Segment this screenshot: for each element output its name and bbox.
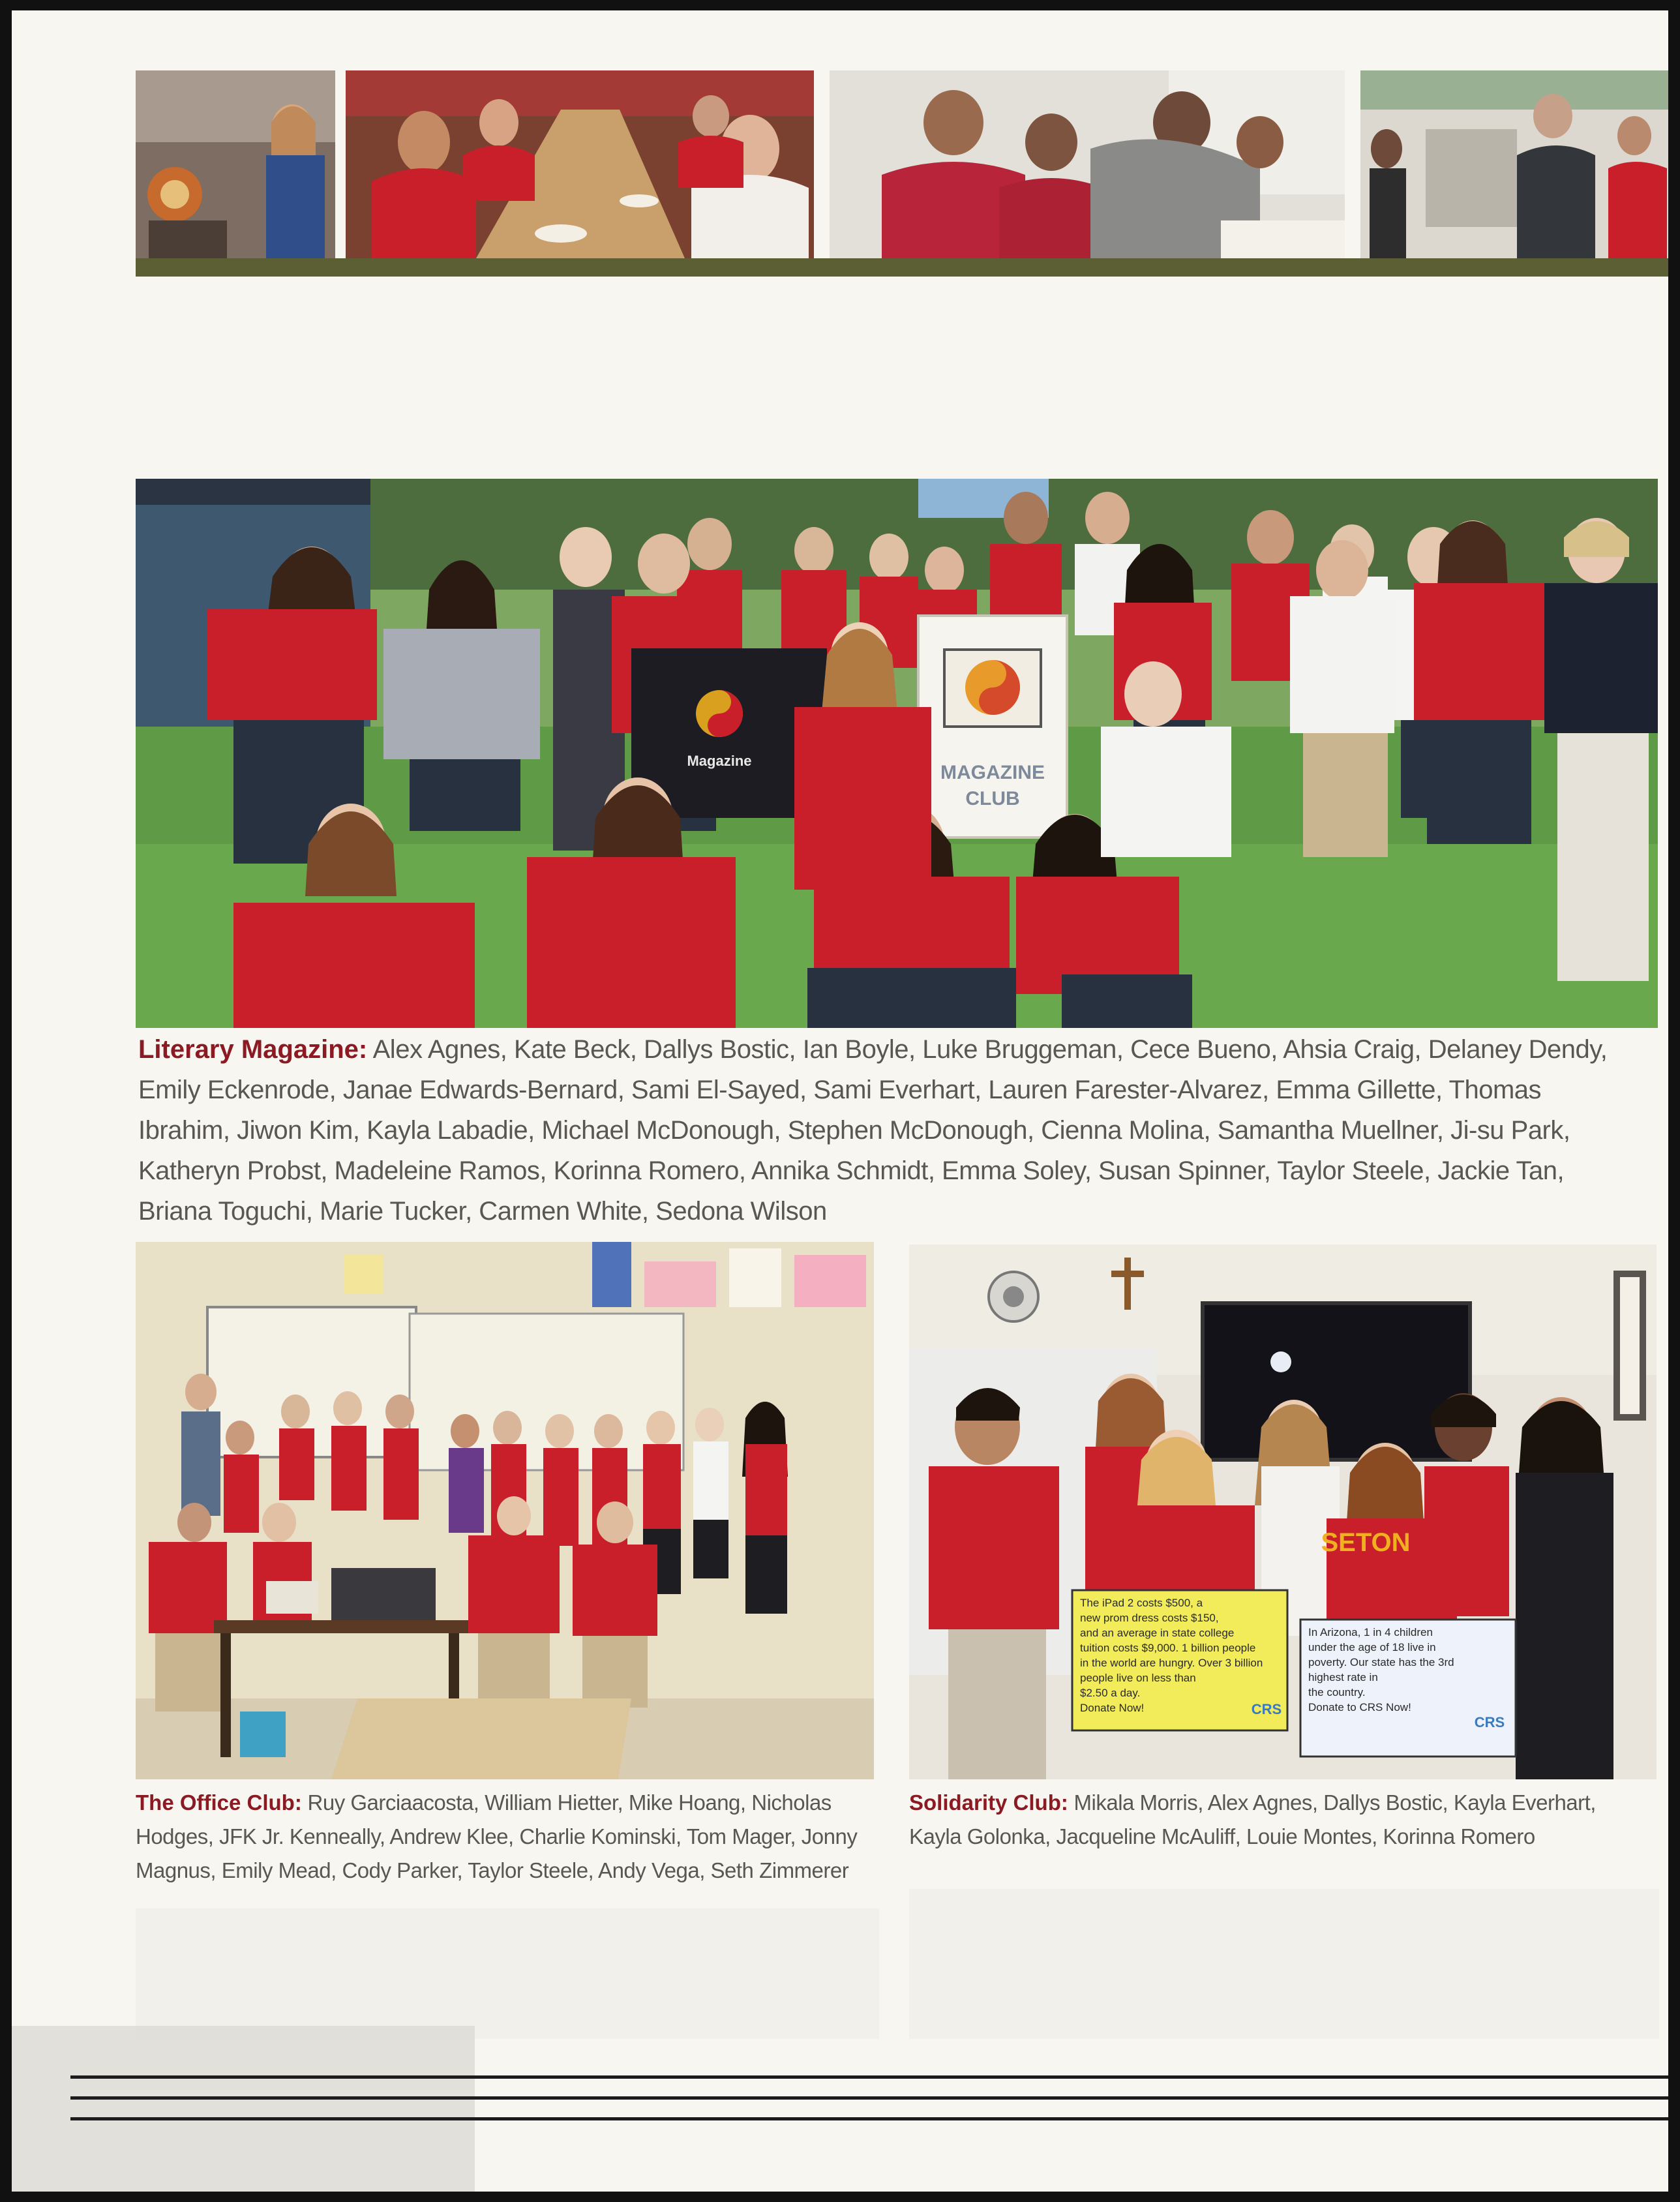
office-club-group-photo xyxy=(136,1242,874,1779)
solidarity-club-members: Mikala Morris, Alex Agnes, Dallys Bostic, Kayla Everhart, Kayla Golonka, Jacqueline McAuliff, Louie Montes, Korinna Romero xyxy=(909,1790,1596,1848)
bottom-rule-1 xyxy=(70,2075,1668,2079)
poster-right-line-5: the country. xyxy=(1308,1686,1366,1698)
poster-right-line-3: poverty. Our state has the 3rd xyxy=(1308,1656,1454,1668)
solidarity-club-group-photo xyxy=(909,1244,1657,1779)
courtyard-photo xyxy=(1360,70,1668,258)
photo-strip-band xyxy=(136,258,1668,277)
poster-left-line-2: new prom dress costs $150, xyxy=(1080,1612,1219,1624)
poster-right-logo: CRS xyxy=(1474,1714,1505,1730)
literary-magazine-group-photo xyxy=(136,479,1658,1028)
poster-left-line-7: $2.50 a day. xyxy=(1080,1687,1141,1699)
poster-left-line-1: The iPad 2 costs $500, a xyxy=(1080,1597,1203,1609)
poster-left-line-5: in the world are hungry. Over 3 billion xyxy=(1080,1657,1263,1669)
office-club-heading: The Office Club: xyxy=(136,1790,302,1815)
office-club-members: Ruy Garciaacosta, William Hietter, Mike Hoang, Nicholas Hodges, JFK Jr. Kenneally, Andrew Klee, Charlie Kominski, Tom Mager, Jonny Magnus, Emily Mead, Cody Parker, Taylor Steele, Andy Vega, Seth Zimmerer xyxy=(136,1790,858,1882)
poster-left-line-6: people live on less than xyxy=(1080,1672,1196,1684)
literary-magazine-caption xyxy=(138,1029,1638,1231)
classroom-photo xyxy=(830,70,1345,258)
poster-left-line-4: tuition costs $9,000. 1 billion people xyxy=(1080,1642,1256,1654)
shirt-text: Magazine xyxy=(687,753,752,769)
bleed-through-left xyxy=(136,1908,879,2039)
poster-right-line-2: under the age of 18 live in xyxy=(1308,1641,1436,1653)
poster-right-line-1: In Arizona, 1 in 4 children xyxy=(1308,1626,1433,1638)
poster-left-logo: CRS xyxy=(1251,1701,1282,1717)
poster-right-line-6: Donate to CRS Now! xyxy=(1308,1701,1411,1713)
literary-magazine-members: Alex Agnes, Kate Beck, Dallys Bostic, Ian Boyle, Luke Bruggeman, Cece Bueno, Ahsia Craig, Delaney Dendy, Emily Eckenrode, Janae Edwards-Bernard, Sami El-Sayed, Sami Everhart, Lauren Farester-Alvarez, Emma Gillette, Thomas Ibrahim, Jiwon Kim, Kayla Labadie, Michael McDonough, Stephen McDonough, Cienna Molina, Samantha Muellner, Ji-su Park, Katheryn Probst, Madeleine Ramos, Korinna Romero, Annika Schmidt, Emma Soley, Susan Spinner, Taylor Steele, Jackie Tan, Briana Toguchi, Marie Tucker, Carmen White, Sedona Wilson xyxy=(138,1035,1608,1226)
solidarity-club-caption xyxy=(909,1786,1640,1854)
solidarity-club-heading: Solidarity Club: xyxy=(909,1790,1068,1815)
yearbook-page xyxy=(12,10,1668,2192)
bottom-rule-2 xyxy=(70,2096,1668,2100)
poster-left-line-8: Donate Now! xyxy=(1080,1702,1145,1714)
sign-line-2: CLUB xyxy=(965,788,1020,809)
poster-right-line-4: highest rate in xyxy=(1308,1671,1378,1683)
cafeteria-photo xyxy=(346,70,814,258)
sign-line-1: MAGAZINE xyxy=(940,762,1045,783)
gray-corner-block xyxy=(12,2026,475,2192)
solidarity-shirt-text: SETON xyxy=(1321,1528,1411,1557)
literary-magazine-heading: Literary Magazine: xyxy=(138,1035,368,1064)
bottom-rule-3 xyxy=(70,2117,1668,2120)
bleed-through-right xyxy=(909,1889,1659,2039)
office-club-caption xyxy=(136,1786,886,1888)
machine-shop-photo xyxy=(136,70,335,258)
poster-left-line-3: and an average in state college xyxy=(1080,1627,1235,1639)
